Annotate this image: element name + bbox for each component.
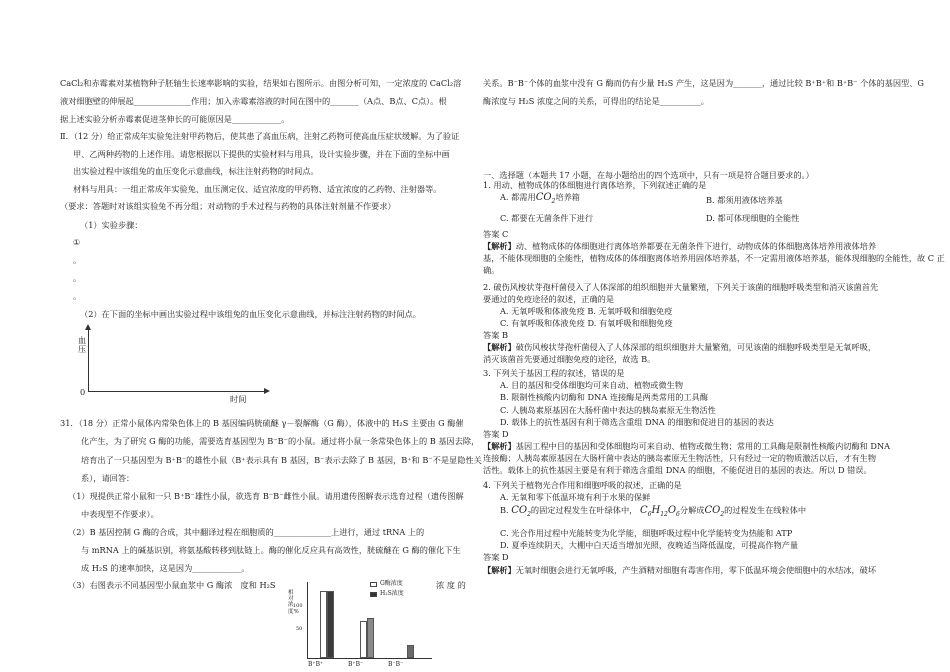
option-c: C. 光合作用过程中光能转变为化学能，细胞呼吸过程中化学能转变为热能和 ATP	[500, 528, 793, 538]
enzyme-bar-chart	[288, 578, 434, 672]
glc-sub: 12	[660, 511, 668, 518]
text-line: 据上述实验分析赤霉素促进茎伸长的可能原因是____________。	[60, 114, 290, 124]
text-line: 。	[73, 273, 82, 283]
question-1: 1. 用动、植物成体的体细胞进行离体培养，下列叙述正确的是	[483, 180, 707, 190]
text-line: 基，不能体现细胞的全能性，植物成体的体细胞离体培养用固体培养基，不一定需用液体培养基，能体现细胞的全能性，故 C 正	[483, 253, 945, 263]
chart-tick-label: 100	[293, 603, 303, 609]
option-d: D. 夏季连续阴天，大棚中白天适当增加光照，夜晚适当降低温度，可提高作物产量	[500, 540, 799, 550]
bar-g-enzyme-bplus-bminus	[360, 621, 367, 658]
chart-category-label: B⁺B⁻	[348, 661, 364, 668]
explanation-text: 无氧时细胞会进行无氧呼吸，产生酒精对细胞有毒害作用，零下低温环境会使细胞中的水结冰，破坏	[515, 565, 877, 575]
chart-plot-area	[308, 578, 428, 658]
text-line: 成 H₂S 的速率加快，这是因为____________。	[81, 563, 250, 573]
answer: 答案 B	[483, 330, 508, 340]
bar-g-enzyme-bplus-bplus	[320, 591, 327, 658]
explanation	[483, 441, 890, 451]
explanation-label: 【解析】	[483, 441, 516, 451]
answer: 答案 D	[483, 429, 509, 439]
bar-h2s-bminus-bminus	[407, 645, 414, 658]
text-line: 确。	[483, 265, 500, 275]
answer: 答案 C	[483, 229, 509, 239]
text-line: （要求：答题时对该组实验兔不再分组；对动物的手术过程与药物的具体注射剂量不作要求）	[60, 201, 396, 211]
answer: 答案 D	[483, 552, 509, 562]
explanation-label: 【解析】	[483, 342, 516, 352]
explanation	[483, 342, 876, 352]
option-b	[500, 505, 806, 519]
option-a: A. 目的基因和受体细胞均可来自动、植物或微生物	[500, 380, 684, 390]
text-line: 化产生，为了研究 G 酶的功能，需要选育基因型为 B⁻B⁻的小鼠。通过将小鼠一条常染色体上的 B 基因去除，	[81, 436, 480, 446]
co2-formula	[511, 505, 531, 516]
blood-pressure-graph	[80, 322, 280, 402]
option-b: B. 都须用液体培养基	[706, 195, 783, 205]
option-b-text: 分解成	[679, 505, 705, 515]
co2-formula	[536, 192, 556, 203]
co2-text: CO	[511, 505, 528, 516]
legend-label: G酶浓度	[380, 580, 403, 587]
text-line: （2）在下面的坐标中画出实验过程中该组兔的血压变化示意曲线，并标注注射药物的时间点。	[80, 309, 421, 319]
graph-origin: 0	[80, 387, 86, 397]
text-line: 。	[73, 255, 82, 265]
text-line: 要通过的免疫途径的叙述，正确的是	[483, 294, 615, 304]
co2-text: CO	[704, 505, 721, 516]
question-31-stem: 31．（18 分）正常小鼠体内常染色体上的 B 基因编码胱硫醚 γ－裂解酶（G 酶），体液中的 H₂S 主要由 G 酶催	[60, 418, 464, 428]
co2-text: CO	[535, 192, 552, 203]
explanation-text: 动、植物成体的体细胞进行离体培养都要在无菌条件下进行，动物成体的体细胞离体培养用液体培养	[515, 241, 877, 251]
legend-label: H₂S浓度	[380, 590, 404, 597]
chart-category-label: B⁺B⁺	[308, 661, 324, 668]
arrow-up-icon	[85, 324, 91, 330]
option-b-prefix: B.	[500, 505, 509, 515]
chart-tick-label: 50	[296, 626, 303, 632]
option-ab: A. 无氧呼吸和体液免疫 B. 无氧呼吸和细胞免疫	[500, 306, 673, 316]
section-heading: 一、选择题（本题共 17 小题，在每小题给出的四个选项中，只有一项是符合题目要求的。）	[483, 170, 814, 180]
glc-sub: 6	[676, 511, 680, 518]
co2-sub: 2	[527, 511, 531, 518]
glc-sub: 6	[647, 511, 652, 518]
text-line: 培育出了一只基因型为 B⁺B⁻的雄性小鼠（B⁺表示具有 B 基因，B⁻表示去除了 B 基因，B⁺和 B⁻不是显隐性关	[81, 455, 482, 465]
text-line: （1）实验步骤：	[80, 220, 143, 230]
option-b-text: 的过程发生在线粒体中	[724, 505, 807, 515]
bar-h2s-bplus-bplus	[327, 591, 334, 658]
text-line: 连接酶；人胰岛素原基因在大肠杆菌中表达的胰岛素原无生物活性，只有经过一定的物质激活以后，才有生物	[483, 453, 877, 463]
glucose-formula	[640, 505, 680, 516]
option-b: B. 限制性核酸内切酶和 DNA 连接酶是两类常用的工具酶	[500, 392, 709, 402]
question-3: 3. 下列关于基因工程的叙述，错误的是	[483, 368, 625, 378]
text-line: 中表现型不作要求）。	[81, 509, 159, 519]
co2-formula	[704, 505, 724, 516]
co2-sub: 2	[551, 198, 556, 205]
chart-y-label: 相对浓度%	[288, 590, 299, 615]
text-line: 系），请回答：	[81, 473, 135, 483]
graph-y-label: 血压	[78, 336, 86, 354]
question-2: 2. 破伤风梭状芽孢杆菌侵入了人体深部的组织细胞并大量繁殖，下列关于该菌的细胞呼吸类型和消灭该菌首先	[483, 282, 879, 292]
text-line: 甲、乙两种药物的上述作用。请您根据以下提供的实验材料与用具，设计实验步骤，并在下面的坐标中画	[73, 149, 450, 159]
option-cd: C. 有氧呼吸和体液免疫 D. 有氧呼吸和细胞免疫	[500, 318, 673, 328]
graph-x-axis	[88, 391, 266, 392]
text-line: 关系。B⁻B⁻个体的血浆中没有 G 酶而仍有少量 H₂S 产生，这是因为_______，通过比较 B⁺B⁺和 B⁺B⁻ 个体的基因型、G	[483, 78, 924, 88]
text-line: 浓 度 的	[436, 580, 466, 590]
option-a-suffix: 培养箱	[555, 192, 580, 202]
text-line: 酶浓度与 H₂S 浓度之间的关系，可得出的结论是__________。	[483, 96, 709, 106]
glc-c: C	[639, 505, 648, 516]
explanation	[483, 565, 876, 575]
text-line: （3）右图表示不同基因型小鼠血浆中 G 酶浓 度和 H₂S	[68, 580, 276, 590]
explanation-text: 破伤风梭状芽孢杆菌侵入了人体深部的组织细胞并大量繁殖，可见该菌的细胞呼吸类型是无氧呼吸，	[515, 342, 877, 352]
question-2-stem: Ⅱ．（12 分）给正常成年实验兔注射甲药物后，使其患了高血压病，注射乙药物可使高血压症状缓解。为了验证	[60, 131, 460, 141]
bar-h2s-bplus-bminus	[367, 618, 374, 658]
explanation-label: 【解析】	[483, 565, 516, 575]
text-line: 。	[73, 291, 82, 301]
text-line: 出实验过程中该组兔的血压变化示意曲线，标注注射药物的时间点。	[73, 166, 319, 176]
text-line: ①	[73, 237, 81, 247]
arrow-right-icon	[264, 388, 270, 394]
text-line: 消灭该菌首先要通过细胞免疫的途径，故选 B。	[483, 354, 656, 364]
text-line: 活性。载体上的抗性基因主要是有利于筛选含重组 DNA 的细胞，不能促进目的基因的表达。所以 D 错误。	[483, 465, 872, 475]
co2-sub: 2	[720, 511, 725, 518]
option-a: A. 无氧和零下低温环境有利于水果的保鲜	[500, 492, 651, 502]
text-line: CaCl₂和赤霉素对某植物种子胚轴生长速率影响的实验，结果如右图所示。由图分析可知，一定浓度的 CaCl₂溶	[60, 78, 462, 88]
option-c: C. 都要在无菌条件下进行	[500, 213, 594, 223]
glc-h: H	[651, 505, 661, 516]
text-line: 液对细胞壁的伸展起______________作用；加入赤霉素溶液的时间在图中的_______（A点、B点、C点）。根	[60, 96, 447, 106]
chart-category-label: B⁻B⁻	[388, 661, 404, 668]
graph-x-label: 时间	[230, 394, 247, 404]
text-line: 材料与用具：一组正常成年实验兔、血压测定仪、适宜浓度的甲药物、适宜浓度的乙药物、注射器等。	[73, 184, 442, 194]
option-d: D. 载体上的抗性基因有利于筛选含重组 DNA 的细胞和促进目的基因的表达	[500, 417, 774, 427]
question-4: 4. 下列关于植物光合作用和细胞呼吸的叙述，正确的是	[483, 480, 682, 490]
legend-swatch-h2s	[370, 592, 377, 597]
explanation-label: 【解析】	[483, 241, 516, 251]
option-a-prefix: A. 都需用	[500, 192, 536, 202]
option-a	[500, 192, 580, 206]
glc-o: O	[667, 505, 677, 516]
option-c: C. 人胰岛素原基因在大肠杆菌中表达的胰岛素原无生物活性	[500, 405, 716, 415]
option-d: D. 都可体现细胞的全能性	[706, 213, 800, 223]
legend-swatch-g-enzyme	[370, 582, 377, 587]
graph-y-axis	[88, 328, 89, 391]
text-line: （1）现提供正常小鼠和一只 B⁺B⁻雄性小鼠，欲选育 B⁻B⁻雌性小鼠。请用遗传图解表示选育过程（遗传图解	[68, 491, 464, 501]
text-line: （2）B 基因控制 G 酶的合成，其中翻译过程在细胞质的______________上进行，通过 tRNA 上的	[68, 527, 425, 537]
option-b-text: 的固定过程发生在叶绿体中，	[530, 505, 638, 515]
chart-x-axis	[307, 658, 432, 659]
text-line: 与 mRNA 上的碱基识别，将氨基酸转移到肽链上。酶的催化反应具有高效性，胱硫醚在 G 酶的催化下生	[81, 545, 461, 555]
explanation-text: 基因工程中目的基因和受体细胞均可来自动、植物或微生物；常用的工具酶是限制性核酸内切酶和 DNA	[515, 441, 891, 451]
explanation	[483, 241, 876, 251]
